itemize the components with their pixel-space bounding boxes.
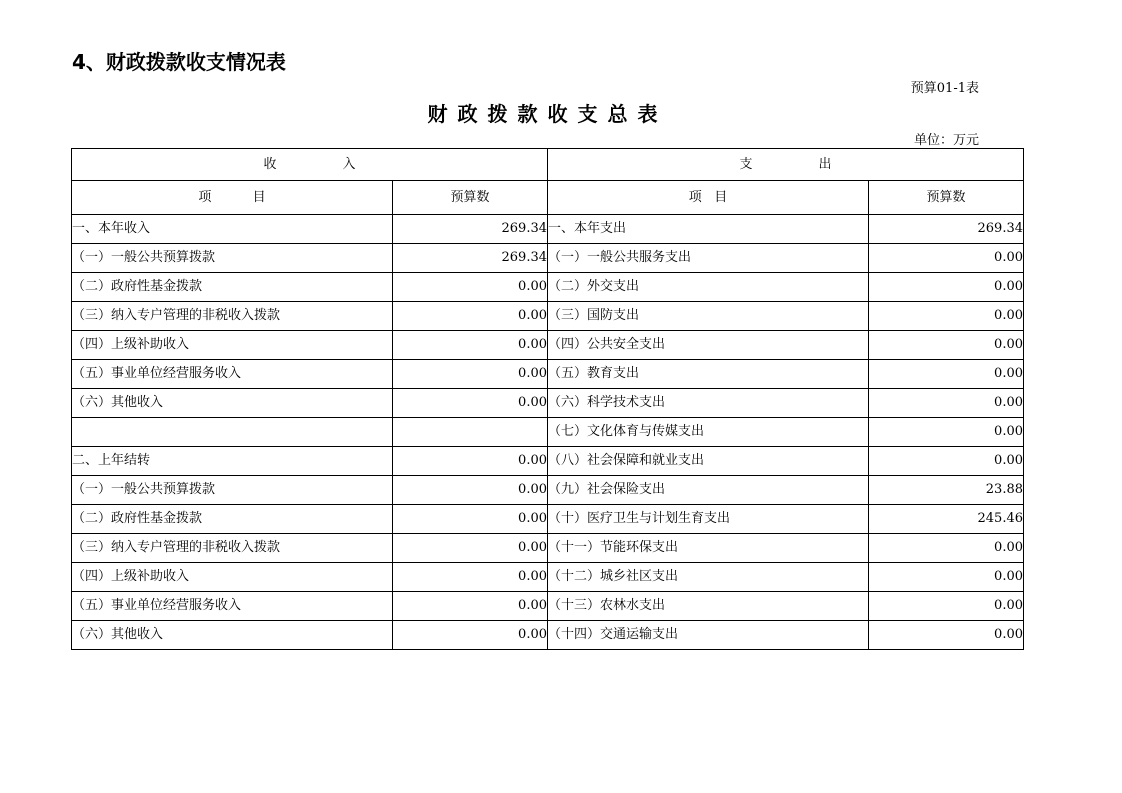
expenditure-value-cell: 0.00 — [869, 244, 1024, 273]
income-value-cell: 0.00 — [393, 563, 548, 592]
expenditure-item-cell: （七）文化体育与传媒支出 — [548, 418, 869, 447]
income-item-cell — [72, 418, 393, 447]
budget-table — [71, 148, 1024, 650]
income-item-cell: 二、上年结转 — [72, 447, 393, 476]
main-title: 财政拨款收支总表 — [427, 102, 668, 126]
expenditure-item-cell: （十二）城乡社区支出 — [548, 563, 869, 592]
expenditure-value-cell: 245.46 — [869, 505, 1024, 534]
table-row — [72, 389, 1024, 418]
income-budget-header: 预算数 — [393, 181, 548, 215]
table-row — [72, 563, 1024, 592]
income-value-cell: 269.34 — [393, 244, 548, 273]
income-item-cell: （六）其他收入 — [72, 621, 393, 650]
expenditure-item-cell: （十四）交通运输支出 — [548, 621, 869, 650]
income-item-cell: （五）事业单位经营服务收入 — [72, 592, 393, 621]
header-row-sections — [72, 149, 1024, 181]
table-row — [72, 244, 1024, 273]
expenditure-item-cell: （十三）农林水支出 — [548, 592, 869, 621]
table-row — [72, 331, 1024, 360]
income-value-cell: 0.00 — [393, 360, 548, 389]
income-value-cell: 0.00 — [393, 447, 548, 476]
expenditure-value-cell: 23.88 — [869, 476, 1024, 505]
header-row-columns — [72, 181, 1024, 215]
expenditure-item-cell: （十一）节能环保支出 — [548, 534, 869, 563]
table-row — [72, 592, 1024, 621]
income-value-cell: 0.00 — [393, 273, 548, 302]
table-body — [72, 215, 1024, 650]
expenditure-item-cell: （四）公共安全支出 — [548, 331, 869, 360]
expenditure-value-cell: 0.00 — [869, 273, 1024, 302]
income-item-cell: （四）上级补助收入 — [72, 563, 393, 592]
income-value-cell: 0.00 — [393, 621, 548, 650]
expenditure-value-cell: 0.00 — [869, 302, 1024, 331]
income-value-cell: 0.00 — [393, 534, 548, 563]
income-value-cell: 269.34 — [393, 215, 548, 244]
table-row — [72, 418, 1024, 447]
expenditure-item-cell: （二）外交支出 — [548, 273, 869, 302]
table-row — [72, 534, 1024, 563]
table-row — [72, 273, 1024, 302]
expenditure-value-cell: 0.00 — [869, 331, 1024, 360]
expenditure-item-header: 项 目 — [548, 181, 869, 215]
income-value-cell: 0.00 — [393, 505, 548, 534]
income-item-cell: （四）上级补助收入 — [72, 331, 393, 360]
income-item-header: 项 目 — [72, 181, 393, 215]
expenditure-value-cell: 0.00 — [869, 563, 1024, 592]
table-row — [72, 447, 1024, 476]
income-value-cell: 0.00 — [393, 476, 548, 505]
income-value-cell: 0.00 — [393, 331, 548, 360]
income-item-cell: （三）纳入专户管理的非税收入拨款 — [72, 302, 393, 331]
expenditure-item-cell: （一）一般公共服务支出 — [548, 244, 869, 273]
income-value-cell: 0.00 — [393, 389, 548, 418]
table-row — [72, 302, 1024, 331]
income-item-cell: （二）政府性基金拨款 — [72, 273, 393, 302]
expenditure-budget-header: 预算数 — [869, 181, 1024, 215]
income-header: 收 入 — [72, 149, 548, 181]
income-item-cell: （三）纳入专户管理的非税收入拨款 — [72, 534, 393, 563]
expenditure-value-cell: 0.00 — [869, 621, 1024, 650]
income-item-cell: 一、本年收入 — [72, 215, 393, 244]
expenditure-item-cell: （八）社会保障和就业支出 — [548, 447, 869, 476]
expenditure-value-cell: 269.34 — [869, 215, 1024, 244]
form-code: 预算01-1表 — [910, 81, 979, 96]
section-title: 4、财政拨款收支情况表 — [72, 50, 286, 74]
expenditure-item-cell: （十）医疗卫生与计划生育支出 — [548, 505, 869, 534]
table-row — [72, 621, 1024, 650]
income-value-cell: 0.00 — [393, 302, 548, 331]
unit-label: 单位：万元 — [913, 133, 979, 148]
income-item-cell: （一）一般公共预算拨款 — [72, 476, 393, 505]
expenditure-item-cell: （九）社会保险支出 — [548, 476, 869, 505]
income-value-cell: 0.00 — [393, 592, 548, 621]
expenditure-value-cell: 0.00 — [869, 592, 1024, 621]
table-row — [72, 505, 1024, 534]
expenditure-item-cell: （六）科学技术支出 — [548, 389, 869, 418]
expenditure-value-cell: 0.00 — [869, 360, 1024, 389]
table-row — [72, 476, 1024, 505]
expenditure-value-cell: 0.00 — [869, 447, 1024, 476]
expenditure-value-cell: 0.00 — [869, 418, 1024, 447]
table-row — [72, 215, 1024, 244]
income-item-cell: （一）一般公共预算拨款 — [72, 244, 393, 273]
expenditure-item-cell: （五）教育支出 — [548, 360, 869, 389]
expenditure-item-cell: 一、本年支出 — [548, 215, 869, 244]
expenditure-header: 支 出 — [548, 149, 1024, 181]
income-value-cell — [393, 418, 548, 447]
expenditure-value-cell: 0.00 — [869, 389, 1024, 418]
income-item-cell: （二）政府性基金拨款 — [72, 505, 393, 534]
table-row — [72, 360, 1024, 389]
income-item-cell: （六）其他收入 — [72, 389, 393, 418]
expenditure-value-cell: 0.00 — [869, 534, 1024, 563]
expenditure-item-cell: （三）国防支出 — [548, 302, 869, 331]
income-item-cell: （五）事业单位经营服务收入 — [72, 360, 393, 389]
